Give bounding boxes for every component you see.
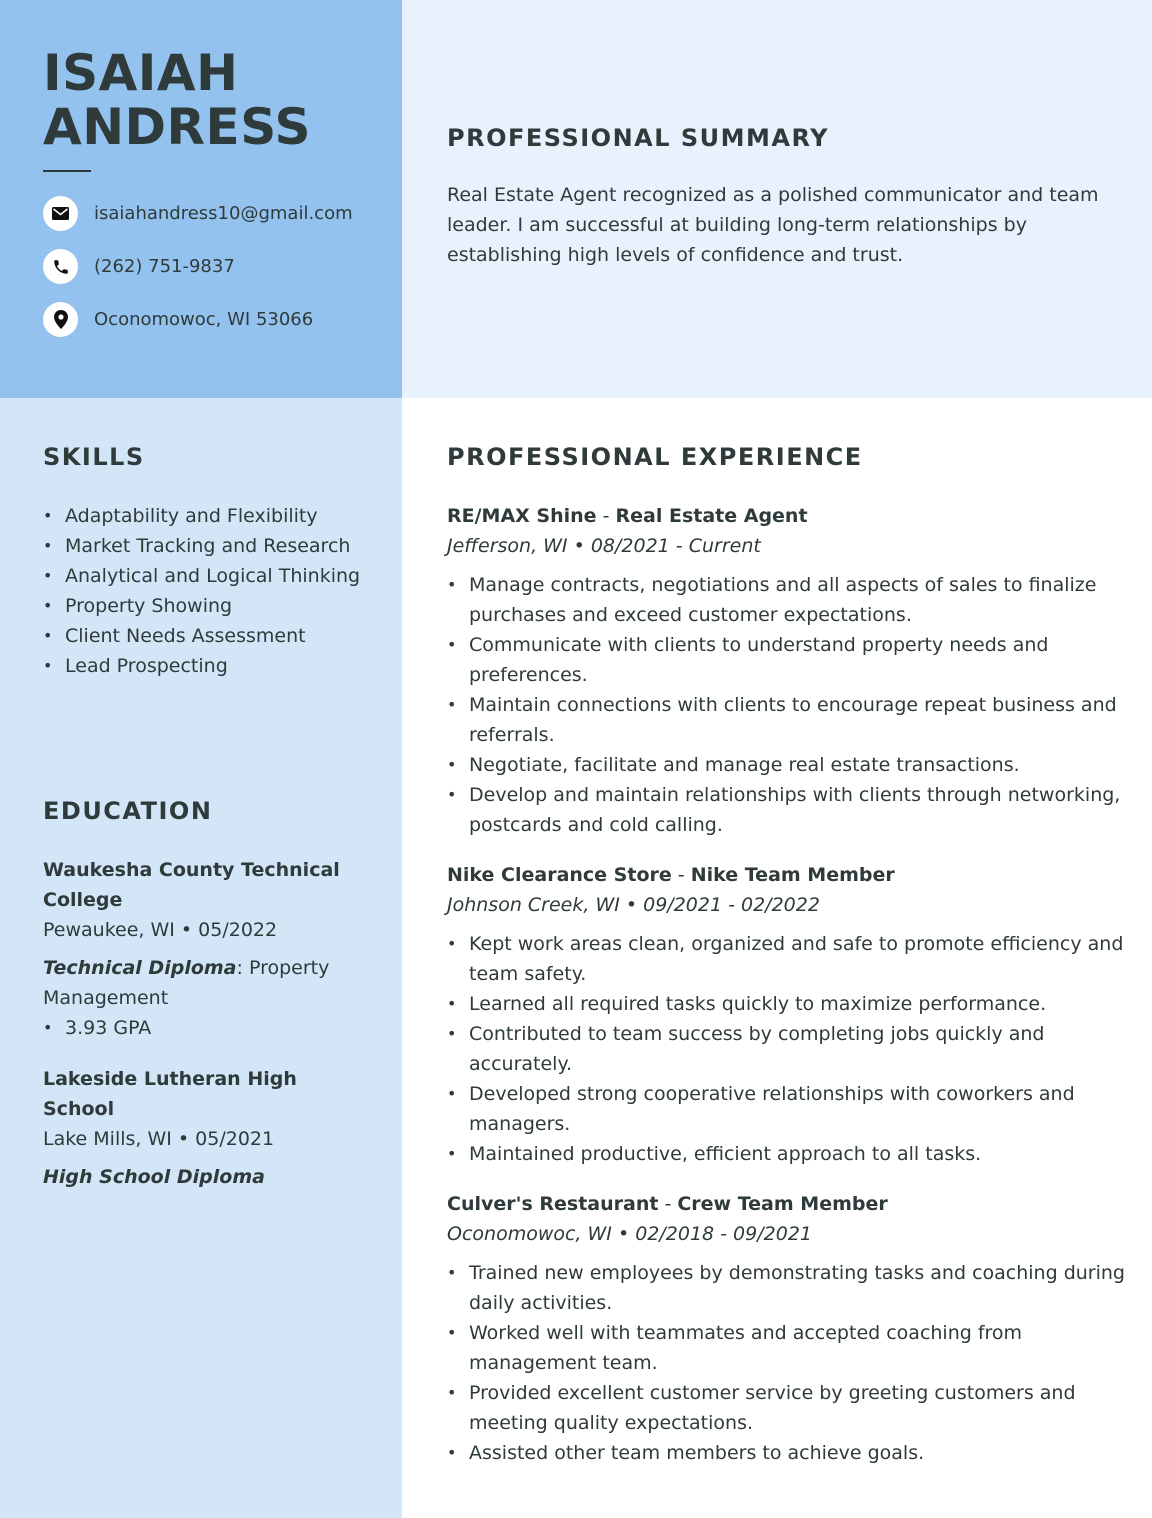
education-details [43,1013,363,1043]
list-item: • 3.93 GPA [43,1013,363,1043]
list-item: • Assisted other team members to achieve goals. [447,1438,1127,1468]
experience-section [447,443,1127,1468]
list-item: • Property Showing [43,591,373,621]
job-heading [447,501,1127,531]
map-pin-icon [43,302,78,337]
heading-separator: - [658,1193,678,1215]
list-item: • Maintained productive, efficient approach to all tasks. [447,1139,1127,1169]
last-name: ANDRESS [43,98,311,156]
list-item: • Trained new employees by demonstrating tasks and coaching during daily activities. [447,1258,1127,1318]
education-entry [43,1064,363,1192]
list-item: • Negotiate, facilitate and manage real estate transactions. [447,750,1127,780]
list-item: • Provided excellent customer service by greeting customers and meeting quality expectations. [447,1378,1127,1438]
contact-list [43,196,353,355]
skills-section [43,443,373,681]
list-item: • Adaptability and Flexibility [43,501,373,531]
degree-name: Technical Diploma [43,957,237,979]
job-entry [447,1189,1127,1468]
location-text: Oconomowoc, WI 53066 [94,309,314,330]
list-item: • Analytical and Logical Thinking [43,561,373,591]
list-item: • Manage contracts, negotiations and all aspects of sales to finalize purchases and exceed customer expectations. [447,570,1127,630]
job-role: Real Estate Agent [615,505,808,527]
candidate-name [43,46,311,154]
job-entry [447,860,1127,1169]
contact-phone [43,249,353,284]
degree-line [43,1162,363,1192]
list-item: • Market Tracking and Research [43,531,373,561]
contact-email [43,196,353,231]
skills-title: SKILLS [43,443,145,471]
list-item: • Maintain connections with clients to encourage repeat business and referrals. [447,690,1127,750]
education-entry [43,855,363,1043]
school-name: Lakeside Lutheran High School [43,1068,297,1120]
job-meta: Johnson Creek, WI • 09/2021 - 02/2022 [447,894,820,916]
name-divider [43,170,91,172]
job-role: Nike Team Member [690,864,895,886]
first-name: ISAIAH [43,44,239,102]
job-entry [447,501,1127,840]
list-item: • Lead Prospecting [43,651,373,681]
job-meta: Oconomowoc, WI • 02/2018 - 09/2021 [447,1223,812,1245]
school-name: Waukesha County Technical College [43,859,340,911]
school-meta: Lake Mills, WI • 05/2021 [43,1128,275,1150]
school-meta: Pewaukee, WI • 05/2022 [43,919,278,941]
company-name: Culver's Restaurant [447,1193,659,1215]
list-item: • Developed strong cooperative relationships with coworkers and managers. [447,1079,1127,1139]
job-heading [447,860,1127,890]
list-item: • Develop and maintain relationships with clients through networking, postcards and cold calling. [447,780,1127,840]
company-name: Nike Clearance Store [447,864,672,886]
list-item: • Worked well with teammates and accepted coaching from management team. [447,1318,1127,1378]
email-text[interactable]: isaiahandress10@gmail.com [94,203,353,224]
experience-title: PROFESSIONAL EXPERIENCE [447,443,863,471]
list-item: • Contributed to team success by completing jobs quickly and accurately. [447,1019,1127,1079]
job-role: Crew Team Member [677,1193,888,1215]
job-meta: Jefferson, WI • 08/2021 - Current [447,535,761,557]
company-name: RE/MAX Shine [447,505,597,527]
job-bullets [447,1258,1127,1468]
list-item: • Learned all required tasks quickly to maximize performance. [447,989,1127,1019]
list-item: • Communicate with clients to understand property needs and preferences. [447,630,1127,690]
list-item: • Client Needs Assessment [43,621,373,651]
summary-text: Real Estate Agent recognized as a polished communicator and team leader. I am successful at building long-term relationships by establishing high levels of confidence and trust. [447,184,1099,266]
degree-name: High School Diploma [43,1166,265,1188]
phone-icon [43,249,78,284]
skills-list [43,501,373,681]
degree-field: : Property Management [43,957,330,1009]
heading-separator: - [671,864,691,886]
job-heading [447,1189,1127,1219]
job-bullets [447,570,1127,840]
professional-summary [447,124,1117,270]
education-section [43,797,363,1192]
job-bullets [447,929,1127,1169]
summary-title: PROFESSIONAL SUMMARY [447,124,830,152]
phone-text: (262) 751-9837 [94,256,235,277]
list-item: • Kept work areas clean, organized and safe to promote efficiency and team safety. [447,929,1127,989]
education-title: EDUCATION [43,797,213,825]
contact-location [43,302,353,337]
envelope-icon [43,196,78,231]
degree-line [43,953,363,1013]
heading-separator: - [596,505,616,527]
